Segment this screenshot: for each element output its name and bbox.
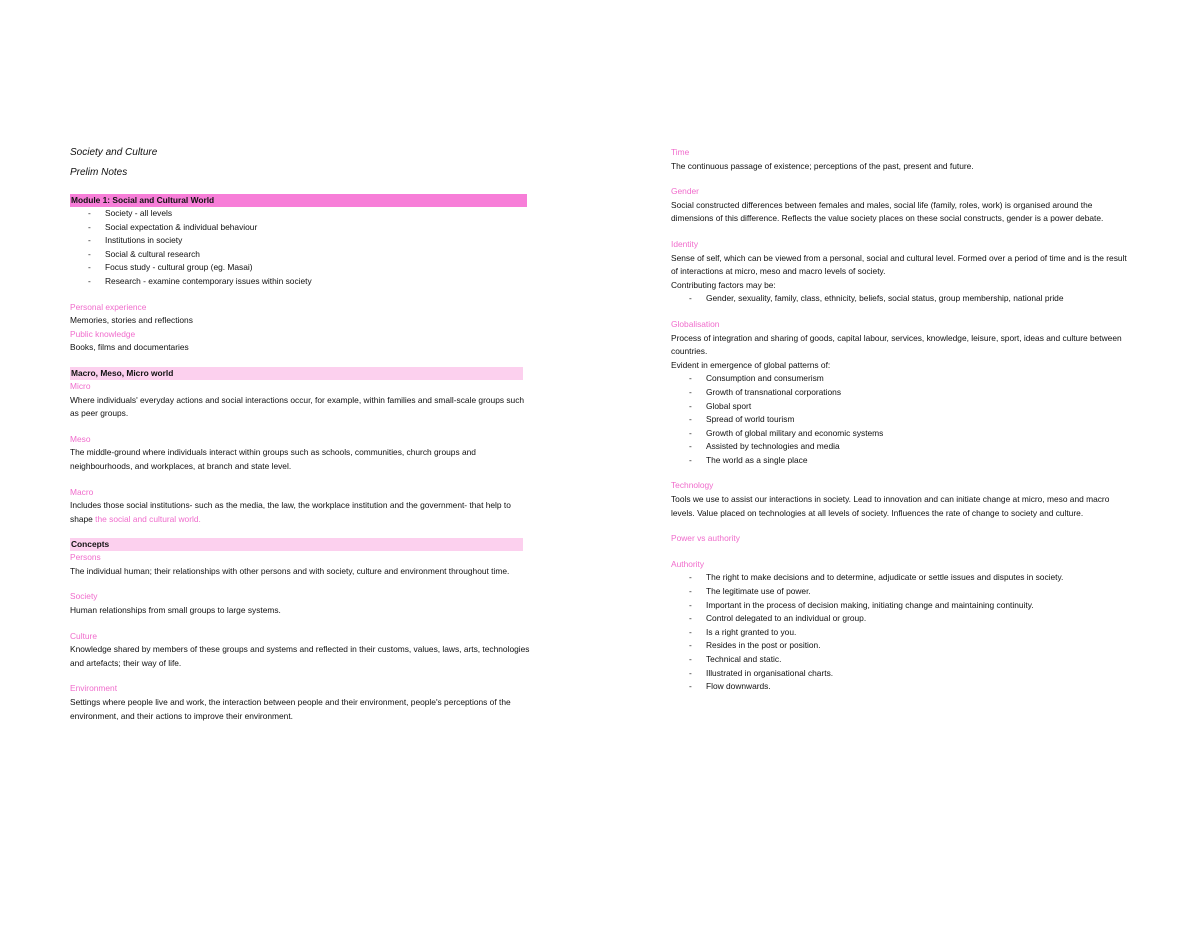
globalisation-intro: Evident in emergence of global patterns of: bbox=[671, 359, 831, 370]
culture-text: Knowledge shared by members of these groups and systems and reflected in their customs, values, laws, arts, technologies and artefacts; their way of life. bbox=[70, 644, 530, 668]
list-item: - Society - all levels bbox=[70, 207, 532, 221]
list-item: - Spread of world tourism bbox=[671, 413, 1133, 427]
public-knowledge-heading: Public knowledge bbox=[70, 328, 136, 339]
persons-heading: Persons bbox=[70, 552, 101, 563]
power-heading: Power vs authority bbox=[671, 533, 740, 544]
globalisation-list bbox=[671, 372, 1133, 467]
gender-heading: Gender bbox=[671, 186, 699, 197]
globalisation-text: Process of integration and sharing of goods, capital labour, services, knowledge, leisure, sport, ideas and culture between countries. bbox=[671, 332, 1122, 357]
list-item: - Growth of global military and economic systems bbox=[671, 427, 1133, 441]
society-heading: Society bbox=[70, 591, 98, 602]
environment-text: Settings where people live and work, the interaction between people and their environment, people's perceptions of the environment, and their actions to improve their environment. bbox=[70, 697, 511, 721]
module-list bbox=[70, 207, 532, 289]
list-item: - Consumption and consumerism bbox=[671, 372, 1133, 386]
identity-factors-intro: Contributing factors may be: bbox=[671, 279, 776, 290]
module-banner: Module 1: Social and Cultural World bbox=[70, 194, 527, 207]
list-item: - Illustrated in organisational charts. bbox=[671, 667, 1133, 681]
list-item: - Control delegated to an individual or group. bbox=[671, 612, 1133, 626]
list-item: - Resides in the post or position. bbox=[671, 639, 1133, 653]
micro-heading: Micro bbox=[70, 380, 91, 391]
list-item: - Assisted by technologies and media bbox=[671, 440, 1133, 454]
list-item: - Gender, sexuality, family, class, ethnicity, beliefs, social status, group membership, national pride bbox=[671, 292, 1133, 306]
list-item: - Is a right granted to you. bbox=[671, 626, 1133, 640]
macro-text bbox=[70, 499, 532, 526]
time-text: The continuous passage of existence; perceptions of the past, present and future. bbox=[671, 160, 974, 171]
gender-text: Social constructed differences between females and males, social life (family, roles, work) is organised around the dimensions of this difference. Reflects the value society places on these social constructs, gender is a power debate. bbox=[671, 199, 1104, 224]
concepts-banner: Concepts bbox=[70, 538, 523, 551]
meso-text: The middle-ground where individuals interact within groups such as schools, communities, church groups and neighbourhoods, and workplaces, at branch and state level. bbox=[70, 447, 476, 471]
list-item: - Flow downwards. bbox=[671, 680, 1133, 694]
micro-text: Where individuals' everyday actions and social interactions occur, for example, within families and small-scale groups such as peer groups. bbox=[70, 394, 525, 419]
list-item: - The legitimate use of power. bbox=[671, 585, 1133, 599]
list-item: - Social expectation & individual behaviour bbox=[70, 221, 532, 235]
persons-text: The individual human; their relationships with other persons and with society, culture and environment throughout time. bbox=[70, 565, 510, 576]
macro-heading: Macro bbox=[70, 486, 94, 497]
macro-text-highlight: the social and cultural world. bbox=[95, 513, 201, 524]
list-item: - Institutions in society bbox=[70, 234, 532, 248]
list-item: - Research - examine contemporary issues within society bbox=[70, 275, 532, 289]
society-text: Human relationships from small groups to large systems. bbox=[70, 605, 281, 616]
left-column bbox=[70, 146, 532, 723]
culture-heading: Culture bbox=[70, 630, 97, 641]
authority-list bbox=[671, 571, 1133, 693]
authority-heading: Authority bbox=[671, 558, 705, 569]
public-knowledge-text: Books, films and documentaries bbox=[70, 342, 189, 353]
identity-heading: Identity bbox=[671, 238, 699, 249]
document-subtitle: Prelim Notes bbox=[70, 167, 128, 178]
identity-text: Sense of self, which can be viewed from a personal, social and cultural level. Formed over a period of time and is the result of interactions at micro, meso and macro levels of society. bbox=[671, 252, 1127, 277]
list-item: - Focus study - cultural group (eg. Masai) bbox=[70, 261, 532, 275]
meso-heading: Meso bbox=[70, 433, 91, 444]
list-item: - Social & cultural research bbox=[70, 248, 532, 262]
right-column bbox=[671, 146, 1133, 694]
technology-text: Tools we use to assist our interactions in society. Lead to innovation and can initiate change at micro, meso and macro levels. Value placed on technologies at all levels of society. Influences the rate of change to society and culture. bbox=[671, 494, 1110, 518]
list-item: - The world as a single place bbox=[671, 454, 1133, 468]
list-item: - The right to make decisions and to determine, adjudicate or settle issues and disputes in society. bbox=[671, 571, 1133, 585]
globalisation-heading: Globalisation bbox=[671, 318, 720, 329]
document-title: Society and Culture bbox=[70, 147, 158, 158]
personal-experience-text: Memories, stories and reflections bbox=[70, 315, 193, 326]
environment-heading: Environment bbox=[70, 683, 118, 694]
technology-heading: Technology bbox=[671, 480, 714, 491]
time-heading: Time bbox=[671, 147, 690, 157]
list-item: - Important in the process of decision making, initiating change and maintaining continuity. bbox=[671, 599, 1133, 613]
list-item: - Global sport bbox=[671, 400, 1133, 414]
list-item: - Technical and static. bbox=[671, 653, 1133, 667]
macro-text-main: Includes those social institutions- such as the media, the law, the workplace institution and the government- that help to shape bbox=[70, 500, 511, 524]
personal-experience-heading: Personal experience bbox=[70, 301, 147, 312]
identity-list bbox=[671, 292, 1133, 306]
macro-banner: Macro, Meso, Micro world bbox=[70, 367, 523, 380]
list-item: - Growth of transnational corporations bbox=[671, 386, 1133, 400]
